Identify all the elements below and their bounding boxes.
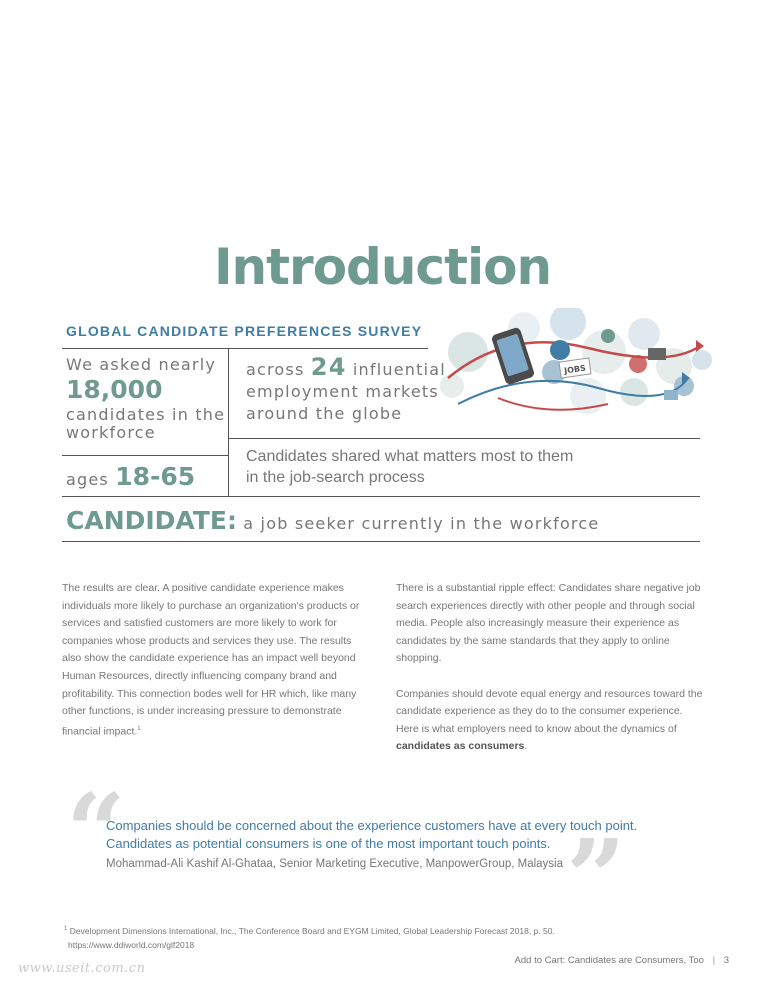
table-top-divider	[62, 348, 428, 349]
stat-markets-number: 24	[310, 353, 347, 381]
stat-markets	[246, 353, 446, 425]
table-column-divider	[228, 349, 229, 496]
page-title: Introduction	[213, 238, 552, 296]
left-column-paragraph: The results are clear. A positive candidate experience makes individuals more likely to purchase an organization's products or services and satisfied customers are more likely to work for companies whose products and services they use. The results also show the candidate experience has an impact well beyond Human Resources, directly influencing company brand and profitability. This connection bodes well for HR which, like many other functions, is under increasing pressure to demonstrate financial impact.$^1$	[62, 582, 360, 738]
mobile-jobs-illustration-icon	[438, 308, 714, 422]
stat-candidates-prefix: We asked nearly	[66, 355, 217, 374]
right-column	[396, 580, 708, 774]
stat-ages-prefix: ages	[66, 470, 109, 489]
page-footer	[515, 955, 729, 966]
stat-candidates	[66, 356, 226, 442]
candidate-definition	[66, 506, 599, 535]
footnote	[64, 922, 555, 952]
stat-ages-range: 18-65	[115, 462, 196, 491]
stat-ages	[66, 462, 195, 491]
stat-markets-prefix: across	[246, 360, 305, 379]
footer-separator: |	[712, 955, 716, 966]
candidate-term: CANDIDATE:	[66, 506, 237, 535]
quote-attribution: Mohammad-Ali Kashif Al-Ghataa, Senior Marketing Executive, ManpowerGroup, Malaysia	[106, 858, 564, 870]
watermark: www.useit.com.cn	[18, 961, 146, 976]
table-divider-left	[62, 455, 228, 456]
right-column-paragraph-1: There is a substantial ripple effect: Candidates share negative job search experiences directly with other people and through social media. People also increasingly measure their experience as candidates by the same standards that they apply to online shopping.	[396, 582, 701, 665]
right-column-paragraph-2: Companies should devote equal energy and resources toward the candidate experience as they do to the consumer experience. Here is what employers need to know about the dynamics of candidates as consumers.	[396, 687, 703, 753]
candidate-definition-text: a job seeker currently in the workforce	[243, 514, 600, 533]
survey-heading: GLOBAL CANDIDATE PREFERENCES SURVEY	[66, 323, 423, 339]
left-column	[62, 580, 370, 758]
table-divider-middle	[62, 496, 700, 497]
stat-markets-suffix: influential employment markets around the globe	[246, 360, 446, 423]
footnote-ref: 1	[137, 725, 141, 732]
stat-candidates-number: 18,000	[66, 375, 163, 404]
table-divider-right	[228, 438, 700, 439]
quote-close-mark: ”	[566, 816, 626, 939]
footnote-url[interactable]: https://www.ddiworld.com/glf2018	[68, 939, 195, 950]
quote-open-mark: “	[66, 770, 126, 893]
illustration-jobs-label: JOBS	[563, 363, 587, 376]
stat-shared-text: Candidates shared what matters most to them in the job-search process	[246, 448, 574, 486]
stat-candidates-suffix: candidates in the workforce	[66, 405, 226, 442]
footnote-number: 1	[64, 926, 68, 932]
pull-quote: Companies should be concerned about the experience customers have at every touch point. Candidates as potential consumers is one of the most important touch points.	[106, 818, 638, 851]
footnote-text: Development Dimensions International, Inc., The Conference Board and EYGM Limited, Global Leadership Forecast 2018, p. 50.	[69, 925, 555, 936]
page-number: 3	[723, 955, 729, 966]
footer-title: Add to Cart: Candidates are Consumers, Too	[514, 955, 704, 966]
candidates-as-consumers-bold: candidates as consumers	[396, 740, 525, 753]
table-bottom-divider	[62, 541, 700, 542]
